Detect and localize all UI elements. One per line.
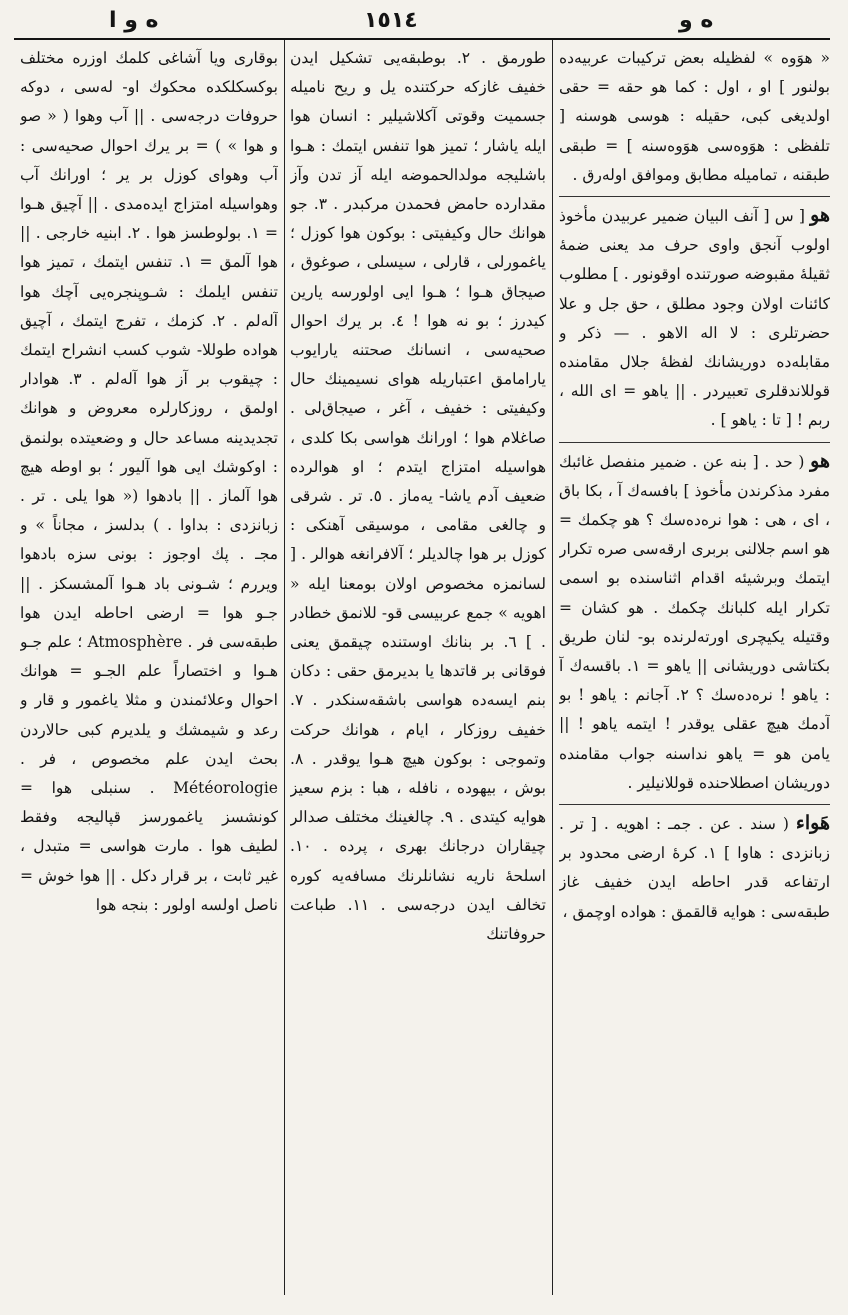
header-rule [14, 38, 830, 40]
entry-definition: [ س [ آنف البیان ضمیر عربیدن مأخوذ اولوب آنجق واوی حرف مد یعنی ضمهٔ ثقیلهٔ مقبوضه صورتنده اوقونور . ] مطلوب کائنات اولان وجود مطلق ، حق جل و علا حضرتلری : لا اله الاهو . — ذکر و مقابله‌ده دوریشانك لفظهٔ جلال مقامنده قوللاندقلری تعبیردر . || یاهو = ای الله ، ربم ! [ تا : یاهو ] . [559, 207, 830, 430]
dictionary-page [14, 0, 830, 1315]
header-guide-word-right: ه و [679, 8, 714, 33]
entry-hava [559, 804, 830, 927]
entry-definition: ( حد . [ بنه عن . ضمیر منفصل غائبك مفرد مذکرندن مأخوذ ] بافسه‌ك آ ، بکا باق ، ای ، هی : هوا نره‌ده‌سك ؟ هو چکمك = هو اسم جلالنی بربری ارقه‌سی صره تکرار ایتمك وبرشیئه اقدام اثناسنده بو اسمی تکرار ایله کلبانك چکمك . هو کشان = وقتیله یکیچری اورته‌لرنده بو- لنان طریق بکتاشی دوریشانی || یاهو = ١. باقسه‌ك آ : یاهو ! نره‌ده‌سك ؟ ٢. آجانم : یاهو ! بو آدمك هیچ عقلی یوقدر ! ایتمه یاهو ! || یامن هو = یاهو نداسنه جواب مقامنده دوریشان اصطلاحنده قوللانیلیر . [559, 452, 830, 792]
page-number: ١٥١٤ [364, 8, 418, 33]
entry-hu-2 [559, 442, 830, 798]
entry-headword: هَواء [795, 812, 830, 835]
entry-continuation-text: طورمق . ٢. بوطبقه‌یی تشکیل ایدن خفیف غازکه حرکتنده یل و ریح نامیله جسمیت وقوتی آکلاشیلیر : انسان هوا ایله یاشار ؛ تمیز هوا تنفس ایتمك : هـوا باشلیجه مولدالحموضه ایله آز تدن وآز مقدارده حامض فحمدن مرکبدر . ٣. جو هوانك حال وکیفیتی : بوکون هوا کوزل ؛ یاغمورلی ، قارلی ، سیسلی ، صوغوق ، صیجاق هـوا ؛ هـوا ایی اولورسه یارین کیدرز ؛ بو نه هوا ! ٤. بر یرك احوال صحیه‌سی ، انسانك صحتنه یارایوب یارامامق اعتباریله هوای نسیمینك حال وکیفیتی : خفیف ، آغر ، صیجاق‌لی . صاغلام هوا ؛ اورانك هواسی بکا کلدی ، هواسیله امتزاج ایتدم ؛ او هوالرده ضعیف آدم یاشا- یه‌ماز . ٥. تر . شرقی و چالغی مقامی ، موسیقی آهنکی : کوزل بر هوا چالدیلر ؛ آلافرانغه هوالر . [ لسانمزه مخصوص اولان بومعنا ایله « اهویه » جمع عربیسی قو- للانمق خطادر . ] ٦. بر بنانك اوستنده چیقمق یعنی فوقانی بر قاتدها یا بدیرمق حقی : دکان بنم ایسه‌ده هواسی باشقه‌سنکدر . ٧. خفیف روزکار ، ایام ، هوانك حرکت وتموجی : بوکون هیچ هـوا یوقدر . ٨. بوش ، بیهوده ، نافله ، هبا : بزم سعیز هوایه کیتدی . ٩. چالغینك مختلف صدالر چیقاران درجانك بهری ، پرده . ١٠. اسلحهٔ ناریه نشانلرنك مسافه‌یه کوره تخالف ایدن درجه‌سی . ١١. طباعت حروفاتنك [290, 49, 546, 944]
column-divider-left [284, 40, 285, 1295]
entry-headword: هو [810, 449, 830, 472]
middle-column [290, 44, 546, 1295]
entry-continuation-text: بوقاری ویا آشاغی کلمك اوزره مختلف بوکسکلکده محکوك او- له‌سی ، دوکه حروفات درجه‌سی . || آب وهوا ( « صو و هوا » ) = بر یرك احوال صحیه‌سی : آب وهوای کوزل بر یر ؛ اورانك آب وهواسیله امتزاج ایده‌مدی . || آچیق هـوا = ١. بولوطسز هوا . ٢. ابنیه خارجی . || هوا آلمق = ١. تنفس ایتمك ، تمیز هوا تنفس ایلمك : شـوپنجره‌یی آچك هوا آله‌لم . ٢. کزمك ، تفرج ایتمك ، آچیق هواده طوللا- شوب کسب انشراح ایتمك : چیقوب بر آز هوا آله‌لم . ٣. هوادار اولمق ، روزکارلره معروض و هوانك تجدیدینه مساعد حال و وضعیتده بولنمق : اوکوشك ایی هوا آلیور ؛ بو اوطه هیچ هوا آلماز . || بادهوا (« هوا یلی . تر . زبانزدی : بداوا . ) بدلسز ، مجاناً » و مجـ . پك اوجوز : بونی سزه بادهوا ویررم ؛ شـونی باد هـوا آلمشسکز . || جـو هوا = ارضی احاطه ایدن هوا طبقه‌سی فر . Atmosphère ؛ علم جـو هـوا و اختصاراً علم الجـو = هوانك احوال وعلائمندن و مثلا یاغمور و قار و رعد و شیمشك و یلدیرم کبی حالاردن بحث ایدن علم مخصوص ، فر . Météorologie . سنبلی هوا = کونشسز یاغمورسز قپالیجه وفقط لطیف هوا . مارت هواسی = متبدل ، غیر ثابت ، بر قرار دکل . || هوا خوش = ناصل اولسه اولور : بنجه هوا [20, 49, 278, 914]
header-guide-word-left: ه و ا [109, 8, 159, 33]
continued-entry-text: « هوَوه » لفظیله بعض ترکیبات عربیه‌ده بولنور ] او ، اول : کما هو حقه = حقی اولدیغی کبی، حقیله : هوسی هوسنه [ تلفظی : هوَوه‌سی هوَوه‌سنه ] = طبقی طبقنه ، تمامیله مطابق وموافق اوله‌رق . [559, 49, 830, 184]
left-column [20, 44, 278, 1295]
right-column [559, 44, 830, 1295]
entry-definition: ( سند . عن . جمـ : اهویه . [ تر . زبانزدی : هاوا ] ١. کرهٔ ارضی محدود بر ارتفاعه قدر احاطه ایدن خفیف غاز طبقه‌سی : هوایه قالقمق : هواده اوچمق ، [559, 815, 830, 921]
page-header [14, 6, 830, 38]
column-divider-right [552, 40, 553, 1295]
entry-hu-1 [559, 196, 830, 436]
entry-headword: هو [810, 204, 830, 227]
